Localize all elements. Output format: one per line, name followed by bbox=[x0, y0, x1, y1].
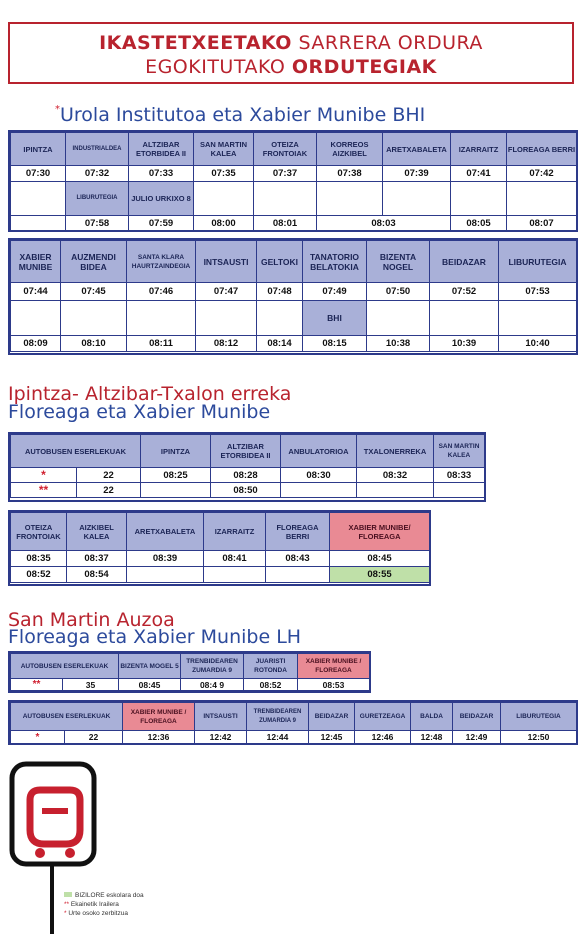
header-cell: SAN MARTIN KALEA bbox=[194, 133, 254, 166]
header-cell: AUTOBUSEN ESERLEKUAK bbox=[11, 435, 141, 468]
header-cell: FLOREAGA BERRI bbox=[266, 513, 330, 551]
time-cell: 07:48 bbox=[257, 283, 303, 301]
header-cell: LIBURUTEGIA bbox=[501, 703, 577, 731]
header-cell: JUARISTI ROTONDA bbox=[244, 654, 298, 679]
time-cell: 08:35 bbox=[11, 551, 67, 567]
header-cell: LIBURUTEGIA bbox=[66, 182, 129, 216]
table-row bbox=[11, 216, 577, 231]
header-cell: BIZENTA NOGEL bbox=[367, 241, 430, 283]
empty-cell bbox=[61, 301, 127, 336]
title-part-c: EGOKITUTAKO bbox=[145, 56, 286, 78]
double-star-marker: ** bbox=[11, 483, 77, 498]
header-cell: BEIDAZAR bbox=[309, 703, 355, 731]
header-cell: AUTOBUSEN ESERLEKUAK bbox=[11, 654, 119, 679]
empty-cell bbox=[383, 182, 451, 216]
time-cell: 07:59 bbox=[129, 216, 194, 231]
time-cell: 08:07 bbox=[507, 216, 577, 231]
header-cell: INTSAUSTI bbox=[195, 703, 247, 731]
empty-cell bbox=[430, 301, 499, 336]
header-cell: SANTA KLARA HAURTZAINDEGIA bbox=[127, 241, 196, 283]
header-cell: INDUSTRIALDEA bbox=[66, 133, 129, 166]
star-marker: * bbox=[11, 468, 77, 483]
title-part-b: SARRERA ORDURA bbox=[298, 32, 483, 54]
legend-star: * Urte osoko zerbitzua bbox=[64, 910, 128, 917]
time-cell: 12:44 bbox=[247, 731, 309, 744]
header-cell: BALDA bbox=[411, 703, 453, 731]
table-row bbox=[11, 731, 577, 744]
time-cell: 08:15 bbox=[303, 336, 367, 352]
title-part-d: ORDUTEGIAK bbox=[291, 56, 437, 78]
time-cell: 07:39 bbox=[383, 166, 451, 182]
header-cell: FLOREAGA BERRI bbox=[507, 133, 577, 166]
time-cell: 08:53 bbox=[298, 679, 370, 691]
time-cell: 08:14 bbox=[257, 336, 303, 352]
time-cell: 07:58 bbox=[66, 216, 129, 231]
header-cell: SAN MARTIN KALEA bbox=[434, 435, 485, 468]
header-cell: TXALONERREKA bbox=[357, 435, 434, 468]
table-header-row bbox=[11, 654, 370, 679]
header-cell: OTEIZA FRONTOIAK bbox=[11, 513, 67, 551]
header-cell: ANBULATORIOA bbox=[281, 435, 357, 468]
header-cell: ARETXABALETA bbox=[383, 133, 451, 166]
table-header-row bbox=[11, 133, 577, 166]
time-cell: 08:45 bbox=[330, 551, 430, 567]
empty-cell bbox=[194, 182, 254, 216]
time-cell: 07:52 bbox=[430, 283, 499, 301]
section1-title-text: Urola Institutoa eta Xabier Munibe BHI bbox=[60, 104, 426, 126]
empty-cell bbox=[204, 567, 266, 583]
empty-cell bbox=[434, 483, 485, 498]
table-row bbox=[11, 336, 577, 352]
time-cell: 07:38 bbox=[317, 166, 383, 182]
header-cell: TRENBIDEAREN ZUMARDIA 9 bbox=[247, 703, 309, 731]
time-cell: 07:30 bbox=[11, 166, 66, 182]
time-cell: 08:00 bbox=[194, 216, 254, 231]
time-cell: 08:05 bbox=[451, 216, 507, 231]
header-cell: ALTZIBAR ETORBIDEA II bbox=[211, 435, 281, 468]
header-cell: XABIER MUNIBE / FLOREAGA bbox=[123, 703, 195, 731]
time-cell: 07:53 bbox=[499, 283, 577, 301]
header-cell: GURETZEAGA bbox=[355, 703, 411, 731]
header-cell: IZARRAITZ bbox=[204, 513, 266, 551]
time-cell: 07:32 bbox=[66, 166, 129, 182]
table-row bbox=[11, 567, 430, 583]
section1-table2 bbox=[10, 240, 577, 352]
empty-cell bbox=[266, 567, 330, 583]
time-cell: 08:11 bbox=[127, 336, 196, 352]
header-cell: ARETXABALETA bbox=[127, 513, 204, 551]
time-cell: 07:46 bbox=[127, 283, 196, 301]
table-row bbox=[11, 483, 485, 498]
section2-title-line1: Ipintza- Altzibar-Txalon erreka bbox=[8, 383, 292, 405]
time-cell: 07:37 bbox=[254, 166, 317, 182]
time-cell: 08:4 9 bbox=[181, 679, 244, 691]
legend-green: BIZILORE eskolara doa bbox=[64, 891, 144, 900]
header-cell: AUZMENDI BIDEA bbox=[61, 241, 127, 283]
table-row bbox=[11, 679, 370, 691]
time-cell: 08:39 bbox=[127, 551, 204, 567]
time-cell: 08:12 bbox=[196, 336, 257, 352]
time-cell: 08:55 bbox=[330, 567, 430, 583]
empty-cell bbox=[127, 567, 204, 583]
empty-cell bbox=[257, 301, 303, 336]
time-cell: 12:46 bbox=[355, 731, 411, 744]
header-cell: ALTZIBAR ETORBIDEA II bbox=[129, 133, 194, 166]
table-row bbox=[11, 182, 577, 216]
header-cell: BEIDAZAR bbox=[453, 703, 501, 731]
green-swatch bbox=[64, 892, 72, 897]
empty-cell bbox=[357, 483, 434, 498]
table-row bbox=[11, 301, 577, 336]
time-cell: 12:50 bbox=[501, 731, 577, 744]
time-cell: 10:38 bbox=[367, 336, 430, 352]
legend bbox=[64, 891, 144, 918]
table-header-row bbox=[11, 241, 577, 283]
empty-cell bbox=[281, 483, 357, 498]
header-cell: IPINTZA bbox=[11, 133, 66, 166]
title-box bbox=[8, 22, 574, 84]
bhi-label: BHI bbox=[303, 301, 367, 336]
empty-cell bbox=[196, 301, 257, 336]
time-cell: 08:33 bbox=[434, 468, 485, 483]
section1-title bbox=[55, 104, 425, 126]
section3-table2 bbox=[10, 702, 577, 744]
time-cell: 07:45 bbox=[61, 283, 127, 301]
empty-cell bbox=[317, 182, 383, 216]
time-cell: 08:45 bbox=[119, 679, 181, 691]
header-cell: AUTOBUSEN ESERLEKUAK bbox=[11, 703, 123, 731]
seats-cell: 35 bbox=[63, 679, 119, 691]
table-header-row bbox=[11, 435, 485, 468]
empty-cell bbox=[11, 182, 66, 216]
header-cell: XABIER MUNIBE bbox=[11, 241, 61, 283]
time-cell: 08:41 bbox=[204, 551, 266, 567]
header-cell: BEIDAZAR bbox=[430, 241, 499, 283]
section3-table1 bbox=[10, 653, 370, 691]
empty-cell bbox=[11, 301, 61, 336]
empty-cell bbox=[451, 182, 507, 216]
section1-table1 bbox=[10, 132, 577, 231]
header-cell: TANATORIO BELATOKIA bbox=[303, 241, 367, 283]
header-cell: XABIER MUNIBE / FLOREAGA bbox=[298, 654, 370, 679]
header-cell: IPINTZA bbox=[141, 435, 211, 468]
table-row bbox=[11, 551, 430, 567]
time-cell: 12:48 bbox=[411, 731, 453, 744]
section3-title-line2: Floreaga eta Xabier Munibe LH bbox=[8, 626, 302, 648]
empty-cell bbox=[367, 301, 430, 336]
empty-cell bbox=[141, 483, 211, 498]
section3-title-line1: San Martin Auzoa bbox=[8, 609, 175, 631]
empty-cell bbox=[254, 182, 317, 216]
title-line-2 bbox=[10, 56, 572, 78]
empty-cell bbox=[11, 216, 66, 231]
seats-cell: 22 bbox=[77, 483, 141, 498]
empty-cell bbox=[507, 182, 577, 216]
time-cell: 07:47 bbox=[196, 283, 257, 301]
section2-table1 bbox=[10, 434, 485, 498]
double-star-marker: ** bbox=[11, 679, 63, 691]
time-cell: 12:45 bbox=[309, 731, 355, 744]
time-cell: 08:54 bbox=[67, 567, 127, 583]
header-cell: OTEIZA FRONTOIAK bbox=[254, 133, 317, 166]
header-cell: LIBURUTEGIA bbox=[499, 241, 577, 283]
header-cell: GELTOKI bbox=[257, 241, 303, 283]
header-cell: INTSAUSTI bbox=[196, 241, 257, 283]
empty-cell bbox=[499, 301, 577, 336]
time-cell: 07:49 bbox=[303, 283, 367, 301]
time-cell: 12:42 bbox=[195, 731, 247, 744]
time-cell: 07:50 bbox=[367, 283, 430, 301]
time-cell: 07:41 bbox=[451, 166, 507, 182]
time-cell: 12:36 bbox=[123, 731, 195, 744]
section2-table2 bbox=[10, 512, 430, 583]
header-cell: KORREOS AIZKIBEL bbox=[317, 133, 383, 166]
header-cell: TRENBIDEAREN ZUMARDIA 9 bbox=[181, 654, 244, 679]
time-cell: 08:10 bbox=[61, 336, 127, 352]
title-part-a: IKASTETXEETAKO bbox=[99, 32, 292, 54]
section2-title-line2: Floreaga eta Xabier Munibe bbox=[8, 401, 271, 423]
time-cell: 08:32 bbox=[357, 468, 434, 483]
header-cell: JULIO URKIXO 8 bbox=[129, 182, 194, 216]
time-cell: 08:43 bbox=[266, 551, 330, 567]
time-cell: 07:33 bbox=[129, 166, 194, 182]
time-cell: 07:35 bbox=[194, 166, 254, 182]
time-cell: 10:40 bbox=[499, 336, 577, 352]
time-cell: 10:39 bbox=[430, 336, 499, 352]
header-cell: IZARRAITZ bbox=[451, 133, 507, 166]
time-cell: 08:52 bbox=[11, 567, 67, 583]
time-cell: 12:49 bbox=[453, 731, 501, 744]
table-header-row bbox=[11, 513, 430, 551]
time-cell: 08:01 bbox=[254, 216, 317, 231]
seats-cell: 22 bbox=[77, 468, 141, 483]
time-cell: 08:09 bbox=[11, 336, 61, 352]
time-cell: 08:50 bbox=[211, 483, 281, 498]
seats-cell: 22 bbox=[65, 731, 123, 744]
time-cell: 07:42 bbox=[507, 166, 577, 182]
star-marker: * bbox=[11, 731, 65, 744]
time-cell: 08:37 bbox=[67, 551, 127, 567]
header-cell: AIZKIBEL KALEA bbox=[67, 513, 127, 551]
table-header-row bbox=[11, 703, 577, 731]
time-cell: 08:03 bbox=[317, 216, 451, 231]
time-cell: 08:30 bbox=[281, 468, 357, 483]
table-row bbox=[11, 468, 485, 483]
table-row bbox=[11, 166, 577, 182]
time-cell: 08:52 bbox=[244, 679, 298, 691]
header-cell: BIZENTA MOGEL 5 bbox=[119, 654, 181, 679]
time-cell: 08:28 bbox=[211, 468, 281, 483]
table-row bbox=[11, 283, 577, 301]
header-cell: XABIER MUNIBE/ FLOREAGA bbox=[330, 513, 430, 551]
time-cell: 07:44 bbox=[11, 283, 61, 301]
empty-cell bbox=[127, 301, 196, 336]
section1-star: * bbox=[55, 104, 60, 115]
time-cell: 08:25 bbox=[141, 468, 211, 483]
title-line-1 bbox=[10, 32, 572, 54]
legend-double-star: ** Ekainetik Irailera bbox=[64, 901, 119, 908]
